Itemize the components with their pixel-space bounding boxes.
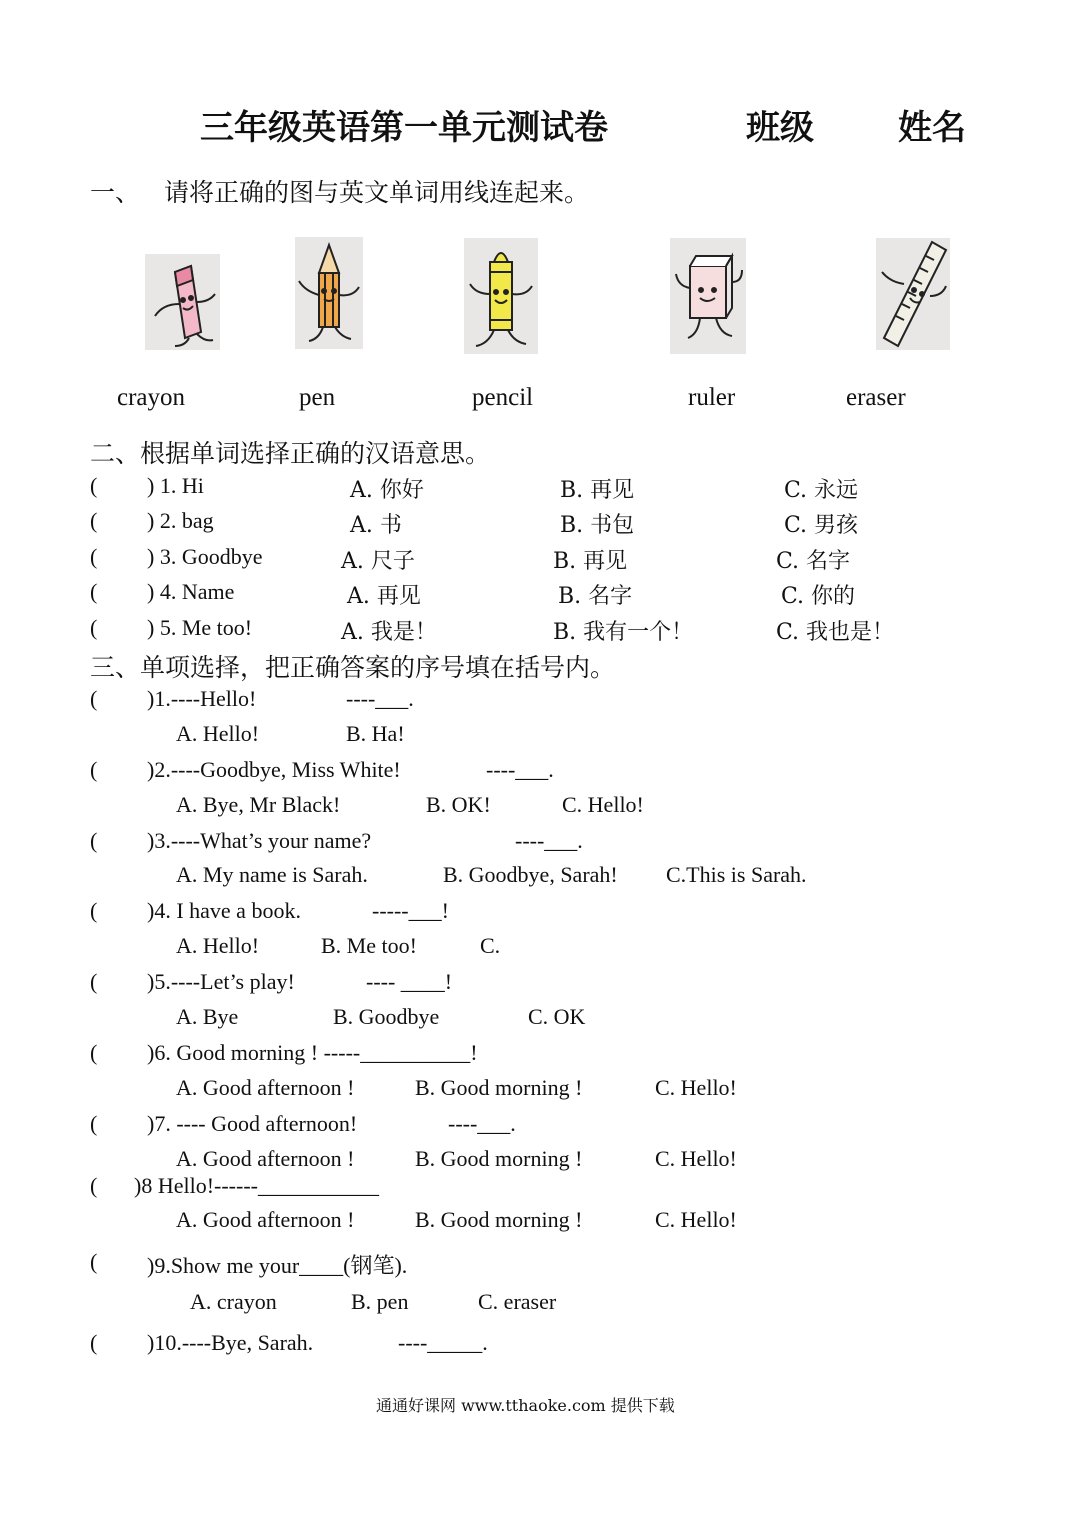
s2-q5-option-b: B. 我有一个！ — [553, 620, 694, 645]
s2-q2-option-c: C. 男孩 — [784, 513, 859, 538]
name-label: 姓名 — [898, 108, 966, 148]
s3-q5-blank: ---- ____! — [366, 969, 453, 994]
s3-q7-option-b: B. Good morning ! — [415, 1146, 583, 1171]
s3-q2-paren: ( — [90, 757, 98, 782]
s3-q2-blank: ----___. — [486, 757, 554, 782]
s3-q9-option-a: A. crayon — [190, 1289, 277, 1314]
ruler-cartoon-icon — [876, 238, 950, 350]
s3-q1-option-a: A. Hello! — [176, 721, 260, 746]
s3-q10-paren: ( — [90, 1330, 98, 1355]
s3-q7-option-c: C. Hello! — [655, 1146, 737, 1171]
s2-q2-option-b: B. 书包 — [560, 513, 635, 538]
s3-q7-text: )7. ---- Good afternoon! — [147, 1111, 358, 1136]
s2-q4-text: ) 4. Name — [147, 579, 235, 604]
s3-q5-text: )5.----Let’s play! — [147, 969, 295, 994]
pen-cartoon-icon — [145, 254, 220, 350]
s3-q9-option-b: B. pen — [351, 1289, 409, 1314]
page-title: 三年级英语第一单元测试卷 — [200, 108, 608, 148]
s3-q10-text: )10.----Bye, Sarah. — [147, 1330, 314, 1355]
s3-q5-option-a: A. Bye — [176, 1004, 239, 1029]
s3-q9-option-c: C. eraser — [478, 1289, 557, 1314]
s2-q3-paren: ( — [90, 544, 98, 569]
s3-q3-blank: ----___. — [515, 828, 583, 853]
word-eraser: eraser — [846, 384, 906, 411]
s2-q5-paren: ( — [90, 615, 98, 640]
word-crayon: crayon — [117, 384, 186, 411]
s2-q4-option-a: A. 再见 — [347, 584, 421, 609]
s2-q4-paren: ( — [90, 579, 98, 604]
s3-q3-option-c: C.This is Sarah. — [666, 862, 807, 887]
word-pencil: pencil — [472, 384, 534, 411]
s3-q2-option-c: C. Hello! — [562, 792, 644, 817]
s2-q5-text: ) 5. Me too! — [147, 615, 253, 640]
pencil-cartoon-icon — [295, 237, 363, 349]
s3-q5-option-b: B. Goodbye — [333, 1004, 440, 1029]
word-ruler: ruler — [688, 384, 736, 411]
s2-q3-text: ) 3. Goodbye — [147, 544, 263, 569]
s2-q3-option-a: A. 尺子 — [341, 549, 415, 574]
s2-q3-option-c: C. 名字 — [776, 549, 851, 574]
s3-q10-blank: ----_____. — [398, 1330, 488, 1355]
s3-q7-blank: ----___. — [448, 1111, 516, 1136]
section1-instruction: 请将正确的图与英文单词用线连起来。 — [164, 178, 590, 207]
s2-q2-option-a: A. 书 — [350, 513, 402, 538]
s3-q6-option-a: A. Good afternoon ! — [176, 1075, 355, 1100]
s3-q7-paren: ( — [90, 1111, 98, 1136]
s3-q9-text: )9.Show me your____(钢笔). — [147, 1253, 408, 1278]
s3-q3-option-a: A. My name is Sarah. — [176, 862, 368, 887]
eraser-cartoon-icon — [670, 238, 746, 354]
s2-q1-option-b: B. 再见 — [560, 478, 635, 503]
s3-q4-option-b: B. Me too! — [321, 933, 417, 958]
word-pen: pen — [299, 384, 336, 411]
s2-q2-text: ) 2. bag — [147, 508, 214, 533]
s3-q2-option-b: B. OK! — [426, 792, 491, 817]
s3-q5-paren: ( — [90, 969, 98, 994]
s2-q5-option-a: A. 我是！ — [341, 620, 437, 645]
s3-q3-option-b: B. Goodbye, Sarah! — [443, 862, 618, 887]
s3-q3-text: )3.----What’s your name? — [147, 828, 372, 853]
s3-q1-text: )1.----Hello! — [147, 686, 257, 711]
crayon-cartoon-icon — [464, 238, 538, 354]
s3-q4-option-a: A. Hello! — [176, 933, 260, 958]
s3-q1-option-b: B. Ha! — [346, 721, 405, 746]
s3-q6-option-b: B. Good morning ! — [415, 1075, 583, 1100]
s2-q4-option-c: C. 你的 — [781, 584, 856, 609]
s3-q6-paren: ( — [90, 1040, 98, 1065]
s3-q9-paren: ( — [90, 1249, 98, 1274]
s3-q8-text: )8 Hello!------___________ — [134, 1173, 379, 1198]
s3-q2-text: )2.----Goodbye, Miss White! — [147, 757, 401, 782]
section1-number: 一、 — [90, 178, 141, 207]
footer-text: 通通好课网 www.tthaoke.com 提供下载 — [376, 1396, 675, 1415]
s3-q4-paren: ( — [90, 898, 98, 923]
s2-q1-paren: ( — [90, 473, 98, 498]
s3-q3-paren: ( — [90, 828, 98, 853]
s3-q8-option-c: C. Hello! — [655, 1207, 737, 1232]
s2-q1-option-c: C. 永远 — [784, 478, 859, 503]
s3-q5-option-c: C. OK — [528, 1004, 586, 1029]
s3-q7-option-a: A. Good afternoon ! — [176, 1146, 355, 1171]
s3-q8-option-b: B. Good morning ! — [415, 1207, 583, 1232]
s3-q1-blank: ----___. — [346, 686, 414, 711]
s3-q2-option-a: A. Bye, Mr Black! — [176, 792, 341, 817]
s3-q8-option-a: A. Good afternoon ! — [176, 1207, 355, 1232]
s3-q6-text: )6. Good morning ! -----__________! — [147, 1040, 478, 1065]
s3-q1-paren: ( — [90, 686, 98, 711]
s2-q4-option-b: B. 名字 — [558, 584, 633, 609]
s3-q8-paren: ( — [90, 1173, 98, 1198]
s2-q1-text: ) 1. Hi — [147, 473, 204, 498]
s2-q5-option-c: C. 我也是！ — [776, 620, 895, 645]
s3-q4-text: )4. I have a book. — [147, 898, 301, 923]
s3-q4-blank: -----___! — [372, 898, 449, 923]
section2-heading: 二、根据单词选择正确的汉语意思。 — [90, 439, 491, 468]
s3-q4-option-c: C. — [480, 933, 501, 958]
s2-q3-option-b: B. 再见 — [553, 549, 628, 574]
section3-heading: 三、单项选择，把正确答案的序号填在括号内。 — [90, 653, 616, 682]
s2-q1-option-a: A. 你好 — [350, 478, 424, 503]
s2-q2-paren: ( — [90, 508, 98, 533]
class-label: 班级 — [746, 108, 814, 148]
s3-q6-option-c: C. Hello! — [655, 1075, 737, 1100]
